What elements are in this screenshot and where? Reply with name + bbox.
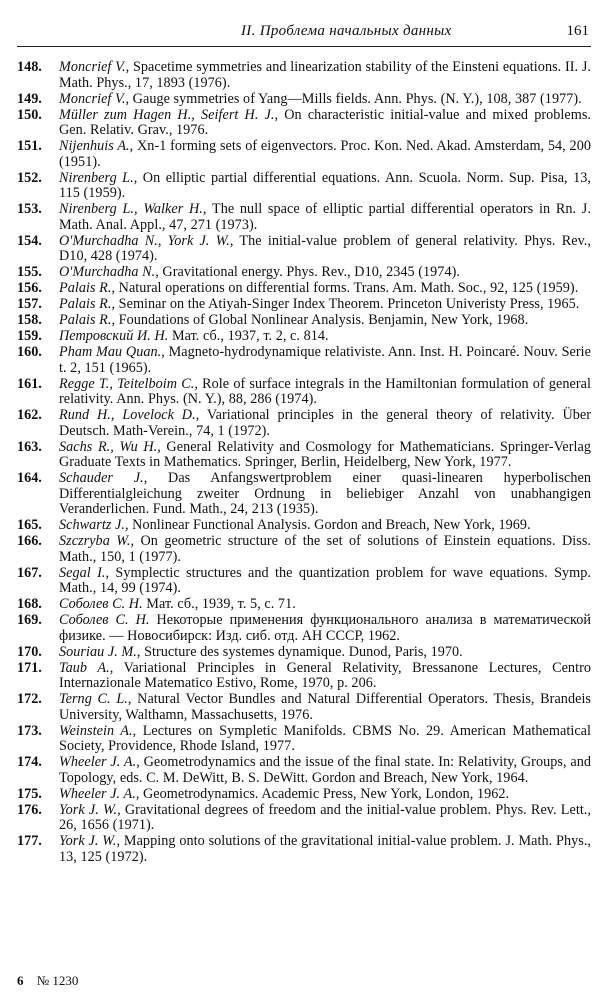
- reference-body: , Natural operations on differential forms. Trans. Am. Math. Soc., 92, 125 (1959).: [111, 280, 579, 296]
- reference-text: [59, 202, 591, 233]
- reference-entry: [17, 534, 591, 565]
- reference-entry: [17, 281, 591, 297]
- reference-entry: [17, 755, 591, 786]
- reference-author: Palais R.: [59, 296, 112, 312]
- reference-text: [59, 613, 591, 644]
- reference-entry: [17, 171, 591, 202]
- reference-author: O'Murchadha N.: [59, 264, 156, 280]
- reference-author: Pham Mau Quan.: [59, 344, 162, 360]
- reference-number: 172.: [17, 691, 42, 707]
- reference-number: 168.: [17, 596, 42, 612]
- reference-text: [59, 408, 591, 439]
- reference-author: York J. W.: [59, 833, 117, 849]
- reference-body: , On characteristic initial-value and mixed problems. Gen. Relativ. Grav., 1976.: [59, 106, 591, 138]
- reference-entry: [17, 834, 591, 865]
- reference-body: , On elliptic partial differential equations. Ann. Scuola. Norm. Sup. Pisa, 13, 115 (1959).: [59, 169, 592, 201]
- reference-entry: [17, 566, 591, 597]
- reference-entry: [17, 265, 591, 281]
- reference-number: 156.: [17, 280, 42, 296]
- reference-number: 155.: [17, 264, 42, 280]
- reference-author: Müller zum Hagen H., Seifert H. J.: [59, 106, 275, 123]
- reference-entry: [17, 518, 591, 534]
- reference-entry: [17, 313, 591, 329]
- reference-entry: [17, 597, 591, 613]
- reference-entry: [17, 661, 591, 692]
- signature-sheet-number: 6: [17, 973, 24, 988]
- reference-author: Szczryba W.: [59, 533, 131, 549]
- reference-list: [17, 60, 591, 866]
- reference-body: , Variational Principles in General Relativity, Bressanone Lectures, Centro Internazionale Matematico Estivo, Rome, 1970, p. 206.: [59, 659, 591, 691]
- reference-entry: [17, 440, 591, 471]
- reference-body: , Geometrodynamics and the issue of the final state. In: Relativity, Groups, and Topology, eds. C. M. DeWitt, B. S. DeWitt. Gordon and Breach, New York, 1964.: [59, 754, 591, 786]
- reference-author: Terng C. L.: [59, 691, 128, 707]
- reference-author: Taub A.: [59, 659, 110, 676]
- reference-author: Palais R.: [59, 312, 112, 328]
- reference-body: , Spacetime symmetries and linearization stability of the Einsteni equations. II. J. Math. Phys., 17, 1893 (1976).: [59, 59, 592, 91]
- reference-entry: [17, 787, 591, 803]
- reference-number: 161.: [17, 375, 42, 392]
- running-header: [17, 19, 591, 47]
- reference-text: [59, 661, 591, 692]
- reference-author: Palais R.: [59, 280, 112, 296]
- reference-author: Weinstein A.: [59, 722, 133, 739]
- reference-body: , Das Anfangswertproblem einer quasi-linearen hyperbolischen Differentialgleichung zweiter Ordnung in beliebiger Anzahl von unabhangigen Veranderlichen. Fund. Math., 24, 213 (1935).: [59, 470, 591, 517]
- reference-entry: [17, 92, 591, 108]
- reference-text: [59, 834, 591, 865]
- reference-body: Некоторые применения функционального анализа в математической физике. — Новосибирск: Изд. сиб. отд. АН СССР, 1962.: [59, 612, 591, 644]
- reference-body: , Foundations of Global Nonlinear Analysis. Benjamin, New York, 1968.: [111, 312, 529, 328]
- reference-number: 173.: [17, 722, 42, 739]
- reference-body: Мат. сб., 1939, т. 5, с. 71.: [142, 596, 296, 612]
- reference-author: Nirenberg L.: [59, 169, 134, 186]
- reference-body: Мат. сб., 1937, т. 2, с. 814.: [168, 328, 329, 344]
- reference-entry: [17, 108, 591, 139]
- reference-number: 165.: [17, 517, 42, 533]
- reference-number: 177.: [17, 833, 42, 849]
- reference-text: [59, 692, 591, 723]
- reference-number: 176.: [17, 801, 42, 818]
- reference-body: , Geometrodynamics. Academic Press, New York, London, 1962.: [135, 785, 510, 802]
- reference-body: , Gravitational degrees of freedom and the initial-value problem. Phys. Rev. Lett., 26, 1656 (1971).: [59, 801, 592, 833]
- reference-text: [59, 329, 591, 345]
- reference-number: 164.: [17, 470, 42, 486]
- reference-number: 153.: [17, 201, 42, 217]
- reference-text: [59, 265, 591, 281]
- reference-body: , Nonlinear Functional Analysis. Gordon and Breach, New York, 1969.: [124, 517, 531, 533]
- reference-body: , Mapping onto solutions of the gravitational initial-value problem. J. Math. Phys., 13, 125 (1972).: [59, 833, 592, 865]
- reference-entry: [17, 329, 591, 345]
- reference-number: 159.: [17, 328, 42, 344]
- reference-entry: [17, 692, 591, 723]
- reference-author: Wheeler J. A.: [59, 785, 136, 802]
- reference-body: , Gravitational energy. Phys. Rev., D10, 2345 (1974).: [155, 264, 460, 280]
- page-number: 161: [566, 23, 589, 39]
- reference-text: [59, 645, 591, 661]
- reference-number: 151.: [17, 138, 42, 154]
- reference-number: 163.: [17, 438, 42, 455]
- reference-number: 170.: [17, 643, 42, 660]
- reference-text: [59, 92, 591, 108]
- reference-author: York J. W.: [59, 801, 118, 818]
- reference-text: [59, 724, 591, 755]
- reference-body: , Natural Vector Bundles and Natural Differential Operators. Thesis, Brandeis University, Walthamn, Massachusetts, 1976.: [59, 691, 592, 723]
- reference-entry: [17, 471, 591, 518]
- reference-entry: [17, 803, 591, 834]
- reference-number: 167.: [17, 564, 42, 581]
- reference-entry: [17, 234, 591, 265]
- reference-author: Souriau J. M.: [59, 643, 137, 660]
- reference-text: [59, 518, 591, 534]
- reference-body: , The initial-value problem of general relativity. Phys. Rev., D10, 428 (1974).: [59, 232, 591, 264]
- reference-number: 152.: [17, 169, 42, 186]
- reference-number: 150.: [17, 106, 42, 123]
- chapter-title: II. Проблема начальных данных: [241, 23, 452, 39]
- reference-entry: [17, 297, 591, 313]
- reference-entry: [17, 345, 591, 376]
- reference-author: O'Murchadha N., York J. W.: [59, 232, 230, 249]
- reference-body: , Seminar on the Atiyah-Singer Index Theorem. Princeton Univeristy Press, 1965.: [111, 296, 580, 312]
- reference-entry: [17, 377, 591, 408]
- reference-author: Moncrief V.: [59, 59, 126, 75]
- reference-text: [59, 60, 591, 91]
- reference-body: , Gauge symmetries of Yang—Mills fields. Ann. Phys. (N. Y.), 108, 387 (1977).: [125, 90, 582, 107]
- reference-body: , Symplectic structures and the quantization problem for wave equations. Symp. Math., 14, 99 (1974).: [59, 564, 591, 596]
- reference-author: Соболев С. Н.: [59, 612, 150, 628]
- reference-author: Nirenberg L., Walker H.: [59, 201, 203, 217]
- reference-text: [59, 440, 591, 471]
- reference-text: [59, 597, 591, 613]
- reference-number: 175.: [17, 785, 42, 802]
- reference-body: , Structure des systemes dynamique. Dunod, Paris, 1970.: [136, 643, 463, 660]
- reference-text: [59, 566, 591, 597]
- reference-entry: [17, 408, 591, 439]
- reference-body: , Lectures on Sympletic Manifolds. CBMS No. 29. American Mathematical Society, Providence, Rhode Island, 1977.: [59, 722, 592, 754]
- reference-text: [59, 803, 591, 834]
- reference-body: , On geometric structure of the set of solutions of Einstein equations. Diss. Math., 150, 1 (1977).: [59, 533, 591, 565]
- reference-number: 149.: [17, 90, 42, 107]
- reference-text: [59, 297, 591, 313]
- reference-number: 154.: [17, 232, 42, 249]
- reference-number: 148.: [17, 59, 42, 75]
- reference-number: 158.: [17, 312, 42, 328]
- reference-text: [59, 171, 591, 202]
- reference-number: 157.: [17, 296, 42, 312]
- reference-number: 162.: [17, 407, 42, 423]
- reference-number: 166.: [17, 533, 42, 549]
- reference-author: Schwartz J.: [59, 517, 125, 533]
- reference-entry: [17, 724, 591, 755]
- reference-body: , The null space of elliptic partial differential operators in Rn. J. Math. Anal. Appl., 47, 271 (1973).: [59, 201, 591, 233]
- reference-text: [59, 377, 591, 408]
- reference-author: Sachs R., Wu H.: [59, 438, 158, 455]
- reference-text: [59, 471, 591, 518]
- reference-text: [59, 139, 591, 170]
- reference-text: [59, 345, 591, 376]
- reference-entry: [17, 645, 591, 661]
- reference-entry: [17, 613, 591, 644]
- reference-author: Соболев С. Н.: [59, 596, 143, 612]
- reference-text: [59, 313, 591, 329]
- reference-body: , Role of surface integrals in the Hamiltonian formulation of general relativity. Ann. Phys. (N. Y.), 88, 286 (1974).: [59, 375, 591, 407]
- reference-author: Regge T., Teitelboim C.: [59, 375, 195, 392]
- reference-author: Wheeler J. A.: [59, 754, 137, 770]
- reference-body: , Magneto-hydrodynamique relativiste. Ann. Inst. H. Poincaré. Nouv. Serie t. 2, 151 (1965).: [59, 344, 591, 376]
- reference-number: 160.: [17, 344, 42, 360]
- reference-entry: [17, 60, 591, 91]
- printer-signature: [17, 973, 78, 989]
- reference-text: [59, 755, 591, 786]
- reference-entry: [17, 139, 591, 170]
- reference-text: [59, 787, 591, 803]
- reference-body: , Variational principles in the general theory of relativity. Über Deutsch. Math-Verein., 74, 1 (1972).: [59, 407, 592, 439]
- reference-text: [59, 281, 591, 297]
- reference-body: , Xn-1 forming sets of eigenvectors. Proc. Kon. Ned. Akad. Amsterdam, 54, 200 (1951).: [59, 138, 591, 170]
- reference-number: 174.: [17, 754, 42, 770]
- reference-author: Segal I.: [59, 564, 106, 581]
- reference-body: , General Relativity and Cosmology for Mathematicians. Springer-Verlag Graduate Texts in Mathematics. Springer, Berlin, Heidelberg, New York, 1977.: [59, 438, 591, 470]
- reference-text: [59, 108, 591, 139]
- reference-text: [59, 534, 591, 565]
- reference-entry: [17, 202, 591, 233]
- reference-number: 171.: [17, 659, 42, 676]
- reference-author: Rund H., Lovelock D.: [59, 407, 196, 423]
- order-number: № 1230: [36, 973, 79, 988]
- reference-number: 169.: [17, 612, 42, 628]
- reference-author: Nijenhuis A.: [59, 138, 130, 154]
- reference-author: Schauder J.: [59, 470, 144, 486]
- reference-author: Петровский И. Н.: [59, 328, 169, 344]
- reference-text: [59, 234, 591, 265]
- reference-author: Moncrief V.: [59, 90, 126, 107]
